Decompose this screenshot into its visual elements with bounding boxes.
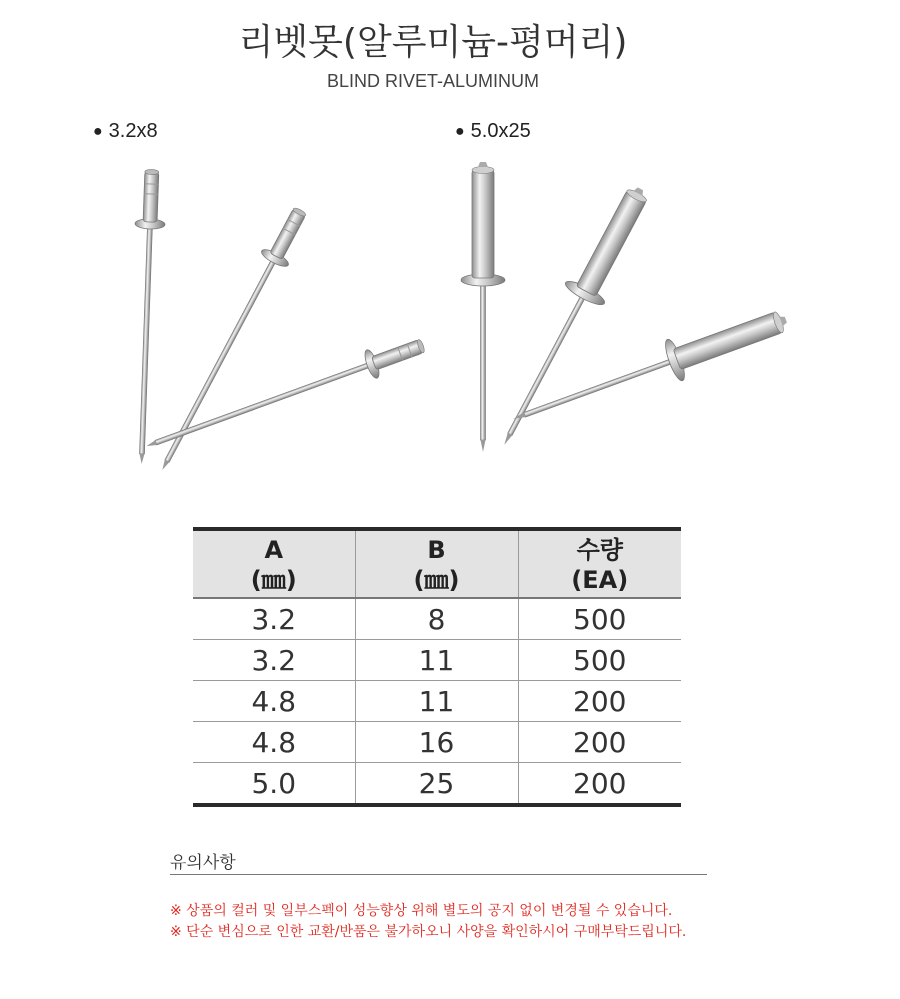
notice-line: ※ 상품의 컬러 및 일부스펙이 성능향상 위해 별도의 공지 없이 변경될 수 있습니다. <box>170 903 673 919</box>
header-name: A <box>264 536 284 564</box>
column-header-a <box>193 529 355 598</box>
header-unit: (EA) <box>571 566 629 594</box>
table-row <box>193 640 681 681</box>
cell-b: 16 <box>355 722 518 763</box>
cell-a: 4.8 <box>193 681 355 722</box>
notice-title: 유의사항 <box>170 853 236 873</box>
column-header-b <box>355 529 518 598</box>
cell-quantity: 200 <box>518 763 681 806</box>
variant-size-text: 3.2x8 <box>108 120 158 142</box>
header-name: 수량 <box>576 536 623 564</box>
bullet-icon: ● <box>93 123 103 140</box>
cell-quantity: 500 <box>518 598 681 640</box>
rivet-product-photo <box>100 150 820 480</box>
table-row <box>193 763 681 806</box>
notice-line: ※ 단순 변심으로 인한 교환/반품은 불가하오니 사양을 확인하시어 구매부탁드립니다. <box>170 924 687 940</box>
variant-label-large <box>455 120 531 143</box>
rivet-image <box>141 331 428 460</box>
cell-quantity: 500 <box>518 640 681 681</box>
rivet-image <box>485 178 660 455</box>
page-title: 리벳못(알루미늄-평머리) <box>238 22 628 63</box>
bullet-icon: ● <box>455 123 465 140</box>
cell-a: 5.0 <box>193 763 355 806</box>
variant-label-small <box>93 120 158 143</box>
cell-b: 8 <box>355 598 518 640</box>
cell-a: 4.8 <box>193 722 355 763</box>
cell-b: 25 <box>355 763 518 806</box>
header-name: B <box>427 536 446 564</box>
rivet-image <box>461 162 505 452</box>
variant-size-text: 5.0x25 <box>470 120 531 142</box>
divider <box>170 874 707 875</box>
rivet-image <box>127 169 167 464</box>
cell-b: 11 <box>355 640 518 681</box>
table-header-row <box>193 529 681 598</box>
cell-quantity: 200 <box>518 681 681 722</box>
rivet-image <box>506 299 794 440</box>
table-row <box>193 722 681 763</box>
cell-b: 11 <box>355 681 518 722</box>
cell-a: 3.2 <box>193 598 355 640</box>
cell-a: 3.2 <box>193 640 355 681</box>
column-header-quantity <box>518 529 681 598</box>
header-unit: (㎜) <box>250 566 297 594</box>
table-row <box>193 681 681 722</box>
cell-quantity: 200 <box>518 722 681 763</box>
header-unit: (㎜) <box>413 566 460 594</box>
table-row <box>193 598 681 640</box>
spec-table <box>193 527 681 807</box>
page-subtitle: BLIND RIVET-ALUMINUM <box>326 71 540 91</box>
